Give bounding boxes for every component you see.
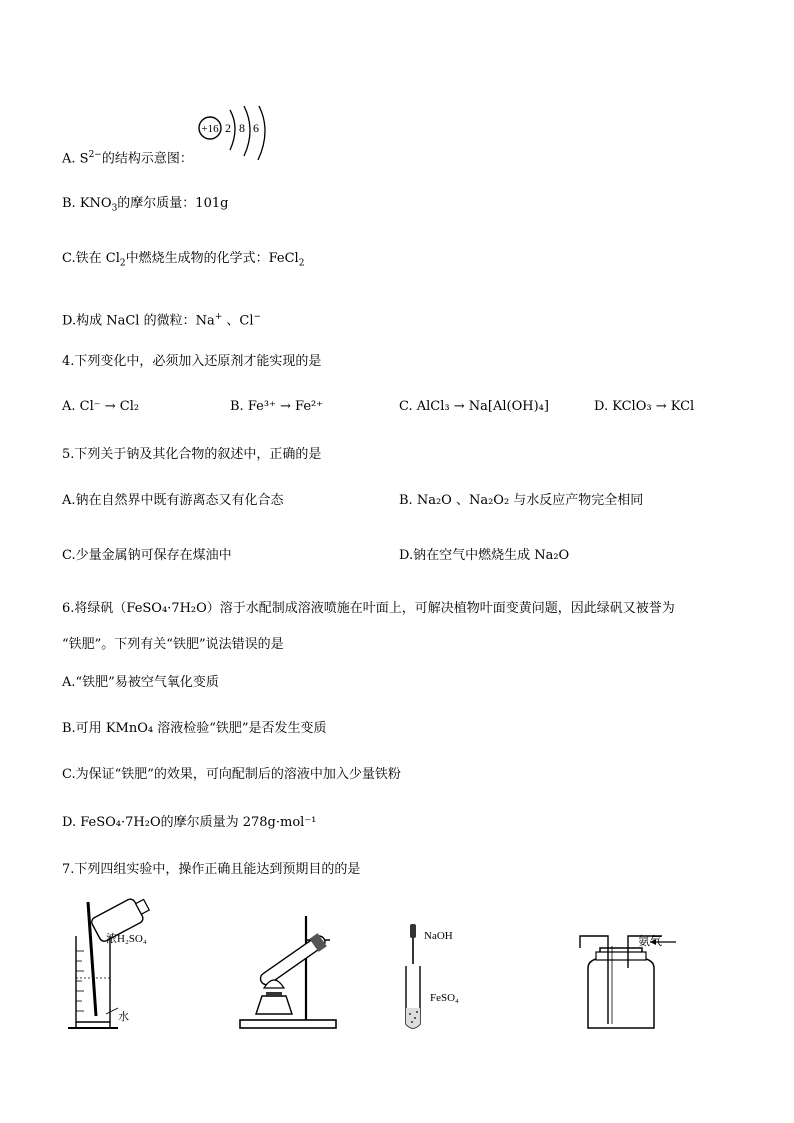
q6-stem-line1: 6.将绿矾（FeSO₄·7H₂O）溶于水配制成溶液喷施在叶面上，可解决植物叶面变黄问题，因此绿矾又被誉为 (62, 601, 675, 616)
q3-option-d: D.构成 NaCl 的微粒：Na+ 、Cl− (62, 312, 262, 329)
fig-c-label-feso4: FeSO₄ (430, 992, 459, 1004)
fig-c-label-naoh: NaOH (424, 930, 453, 942)
q4-option-a: A. Cl⁻ → Cl₂ (62, 399, 140, 414)
q6-stem-line2: “铁肥”。下列有关“铁肥”说法错误的是 (62, 637, 284, 652)
q3-option-c: C.铁在 $Cl_2$中燃烧生成物的化学式：FeCl$_2$ (62, 251, 305, 269)
q4-option-d: D. KClO₃ → KCl (594, 399, 695, 414)
q5-option-b: B. Na₂O 、Na₂O₂ 与水反应产物完全相同 (399, 493, 644, 508)
q3-option-b: B. $KNO_3$的摩尔质量：101g (62, 196, 229, 214)
fig-a-label-acid: 浓H₂SO₄ (106, 933, 147, 945)
q6-option-b: B.可用 KMnO₄ 溶液检验“铁肥”是否发生变质 (62, 721, 327, 736)
q4-option-b: B. Fe³⁺ → Fe²⁺ (230, 399, 324, 414)
shell-2-count: 8 (239, 121, 245, 135)
shell-3-count: 6 (253, 121, 259, 135)
shell-1-count: 2 (225, 121, 231, 135)
q5-option-a: A.钠在自然界中既有游离态又有化合态 (62, 493, 284, 508)
q4-stem: 4.下列变化中，必须加入还原剂才能实现的是 (62, 354, 322, 369)
fig-b-heating (234, 910, 346, 1034)
atomic-structure-diagram (196, 106, 276, 162)
q7-stem: 7.下列四组实验中，操作正确且能达到预期目的的是 (62, 862, 361, 877)
fig-d-label-ammonia: 氨气 (638, 934, 663, 948)
q4-option-c: C. AlCl₃ → Na[Al(OH)₄] (399, 399, 549, 414)
q6-option-d: D. FeSO₄·7H₂O的摩尔质量为 278g·mol⁻¹ (62, 815, 317, 830)
q6-option-a: A.“铁肥”易被空气氧化变质 (62, 675, 219, 690)
q5-option-d: D.钠在空气中燃烧生成 Na₂O (399, 548, 570, 563)
nucleus-label: +16 (201, 123, 219, 135)
fig-a-label-water: 水 (118, 1011, 129, 1023)
q3-option-a: A. $S^{2-}$的结构示意图： (62, 150, 193, 167)
q6-option-c: C.为保证“铁肥”的效果，可向配制后的溶液中加入少量铁粉 (62, 767, 401, 782)
q5-stem: 5.下列关于钠及其化合物的叙述中，正确的是 (62, 447, 322, 462)
q5-option-c: C.少量金属钠可保存在煤油中 (62, 548, 232, 563)
